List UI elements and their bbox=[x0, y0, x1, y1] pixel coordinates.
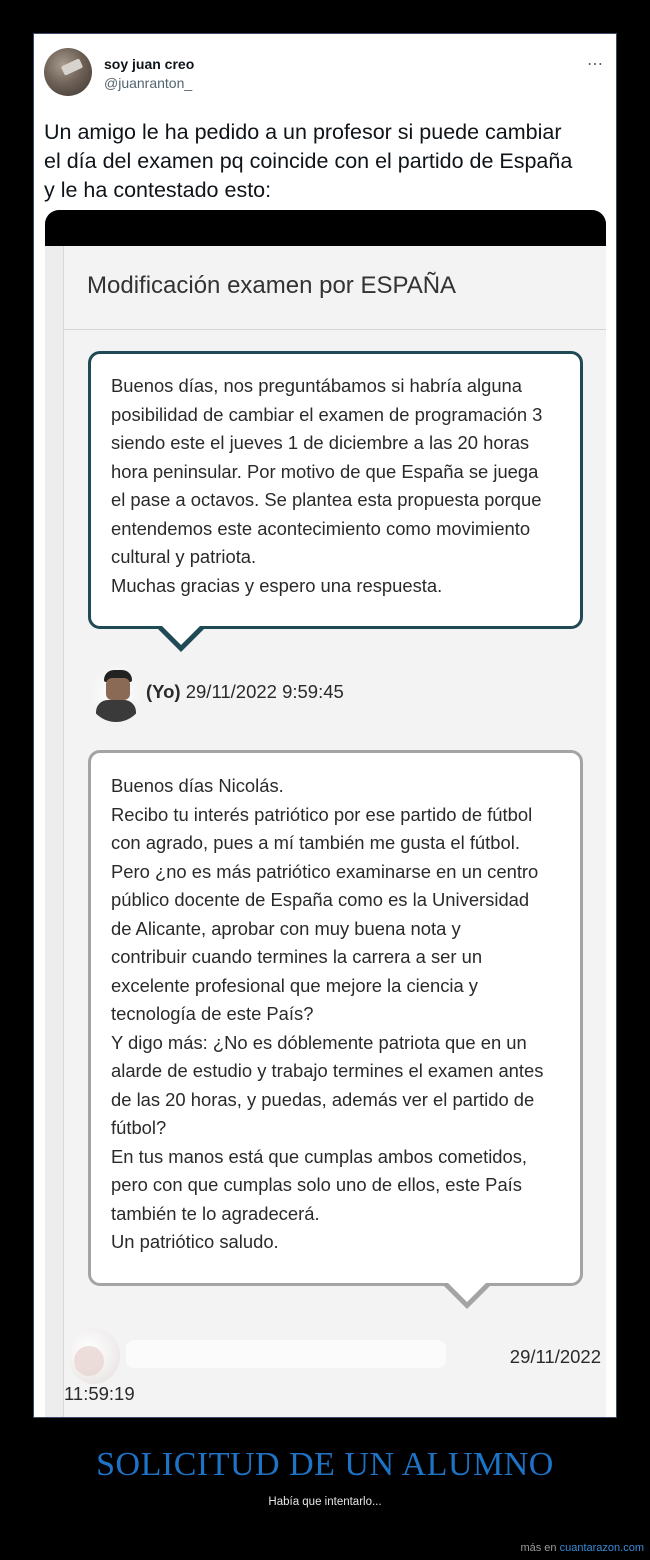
message-line: de Alicante, aprobar con muy buena nota y bbox=[111, 917, 461, 939]
message-line: cultural y patriota. bbox=[111, 546, 257, 567]
message-line: posibilidad de cambiar el examen de programación 3 bbox=[111, 403, 543, 425]
teacher-message bbox=[88, 750, 583, 1286]
tweet-text-line: y le ha contestado esto: bbox=[44, 178, 272, 202]
message-line: con agrado, pues a mí también me gusta el fútbol. bbox=[111, 832, 520, 853]
tweet-header bbox=[44, 48, 606, 100]
message-line: Y digo más: ¿No es dóblemente patriota que en un bbox=[111, 1031, 527, 1053]
message-timestamp: 29/11/2022 9:59:45 bbox=[185, 681, 344, 702]
message-line: En tus manos está que cumplas ambos cometidos, bbox=[111, 1145, 528, 1167]
screenshot-top-bar bbox=[45, 210, 606, 246]
message-line: contribuir cuando termines la carrera a ser un bbox=[111, 946, 483, 967]
display-name[interactable]: soy juan creo bbox=[104, 56, 195, 72]
message-line: de las 20 horas, y puedas, además ver el partido de bbox=[111, 1088, 535, 1110]
site-credit bbox=[520, 1542, 644, 1554]
author-label: (Yo) bbox=[146, 681, 181, 702]
credit-prefix: más en bbox=[520, 1542, 560, 1554]
message-line: hora peninsular. Por motivo de que España se juega bbox=[111, 460, 539, 482]
message-line: Buenos días Nicolás. bbox=[111, 775, 284, 796]
tweet-text-line: Un amigo le ha pedido a un profesor si puede cambiar bbox=[44, 120, 562, 144]
student-avatar bbox=[88, 666, 144, 722]
post-title: SOLICITUD DE UN ALUMNO bbox=[96, 1446, 554, 1483]
tweet-card bbox=[33, 33, 617, 1418]
message-line: alarde de estudio y trabajo termines el examen antes bbox=[111, 1060, 544, 1081]
message-line: Recibo tu interés patriótico por ese partido de fútbol bbox=[111, 803, 533, 825]
student-author-meta bbox=[146, 681, 344, 703]
message-line: pero con que cumplas solo uno de ellos, este País bbox=[111, 1174, 522, 1195]
redacted-name bbox=[126, 1340, 446, 1368]
message-line: público docente de España como es la Universidad bbox=[111, 889, 530, 910]
message-line: entendemos este acontecimiento como movimiento bbox=[111, 517, 531, 539]
message-line: Pero ¿no es más patriótico examinarse en un centro bbox=[111, 860, 539, 882]
message-line: Buenos días, nos preguntábamos si habría alguna bbox=[111, 375, 523, 396]
message-date: 29/11/2022 bbox=[509, 1346, 601, 1367]
divider bbox=[64, 329, 606, 330]
more-options-icon[interactable]: ⋯ bbox=[587, 56, 604, 73]
student-message bbox=[88, 351, 583, 629]
teacher-author bbox=[64, 1324, 606, 1418]
user-handle[interactable]: @juanranton_ bbox=[104, 75, 193, 91]
message-line: tecnología de este País? bbox=[111, 1003, 314, 1024]
message-time: 11:59:19 bbox=[64, 1383, 135, 1404]
message-line: el pase a octavos. Se plantea esta propuesta porque bbox=[111, 489, 542, 510]
embedded-screenshot[interactable] bbox=[45, 210, 606, 1418]
post-subtitle: Había que intentarlo... bbox=[268, 1496, 382, 1508]
message-line: fútbol? bbox=[111, 1117, 167, 1138]
avatar[interactable] bbox=[44, 48, 92, 96]
site-link[interactable]: cuantarazon.com bbox=[559, 1542, 644, 1554]
student-author bbox=[88, 666, 448, 722]
message-line: Un patriótico saludo. bbox=[111, 1231, 279, 1252]
teacher-avatar bbox=[68, 1328, 120, 1384]
tweet-text bbox=[44, 118, 610, 205]
message-line: siendo este el jueves 1 de diciembre a las 20 horas bbox=[111, 432, 530, 453]
message-line: también te lo agradecerá. bbox=[111, 1202, 320, 1224]
message-line: excelente profesional que mejore la ciencia y bbox=[111, 974, 479, 996]
tweet-text-line: el día del examen pq coincide con el partido de España bbox=[44, 149, 573, 173]
thread-title: Modificación examen por ESPAÑA bbox=[87, 272, 457, 299]
bubble-tail bbox=[161, 625, 201, 645]
message-line: Muchas gracias y espero una respuesta. bbox=[111, 574, 443, 596]
bubble-tail bbox=[447, 1282, 487, 1302]
forum-panel bbox=[63, 246, 606, 1418]
